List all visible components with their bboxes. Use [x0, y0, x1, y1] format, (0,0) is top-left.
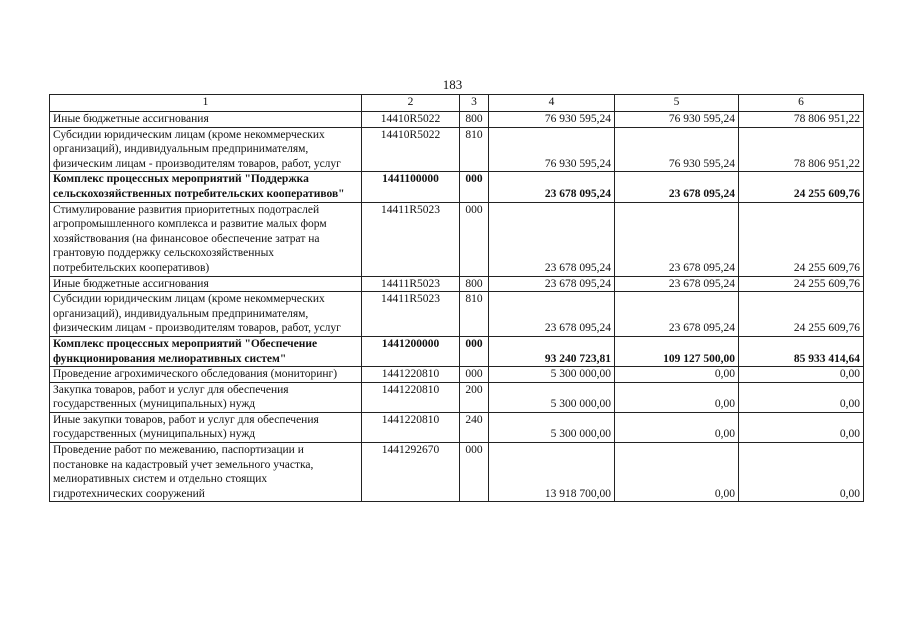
table-row [50, 127, 864, 172]
table-row [50, 112, 864, 128]
table-row [50, 367, 864, 383]
row-amount-col4: 23 678 095,24 [489, 202, 615, 276]
table-row [50, 172, 864, 202]
row-amount-col4: 13 918 700,00 [489, 443, 615, 502]
row-expense-type: 810 [460, 292, 489, 337]
row-amount-col5: 23 678 095,24 [615, 172, 739, 202]
row-code: 14410R5022 [362, 112, 460, 128]
row-code: 1441220810 [362, 412, 460, 442]
header-cell: 4 [489, 95, 615, 112]
table-row [50, 276, 864, 292]
row-amount-col5: 0,00 [615, 412, 739, 442]
row-amount-col4: 23 678 095,24 [489, 292, 615, 337]
page-number: 183 [442, 77, 463, 92]
row-name: Иные бюджетные ассигнования [50, 112, 362, 128]
row-amount-col6: 85 933 414,64 [739, 336, 864, 366]
row-expense-type: 800 [460, 112, 489, 128]
table-row [50, 202, 864, 276]
row-name: Проведение работ по межеванию, паспортизации и постановке на кадастровый учет земельного участка, мелиоративных систем и отдельно стоящих гидротехнических сооружений [50, 443, 362, 502]
row-name: Субсидии юридическим лицам (кроме некоммерческих организаций), индивидуальным предпринимателям, физическим лицам - производителям товаров, работ, услуг [50, 127, 362, 172]
row-amount-col4: 5 300 000,00 [489, 412, 615, 442]
row-amount-col4: 93 240 723,81 [489, 336, 615, 366]
row-amount-col6: 24 255 609,76 [739, 292, 864, 337]
row-name: Комплекс процессных мероприятий "Обеспечение функционирования мелиоративных систем" [50, 336, 362, 366]
header-cell: 6 [739, 95, 864, 112]
row-name: Стимулирование развития приоритетных подотраслей агропромышленного комплекса и развитие малых форм хозяйствования (на финансовое обеспечение затрат на грантовую поддержку сельскохозяйственных потребительских кооперативов) [50, 202, 362, 276]
row-amount-col6: 78 806 951,22 [739, 112, 864, 128]
row-amount-col4: 23 678 095,24 [489, 172, 615, 202]
row-amount-col5: 76 930 595,24 [615, 127, 739, 172]
row-expense-type: 000 [460, 172, 489, 202]
row-amount-col5: 0,00 [615, 443, 739, 502]
row-amount-col6: 0,00 [739, 443, 864, 502]
row-expense-type: 000 [460, 367, 489, 383]
row-amount-col5: 23 678 095,24 [615, 292, 739, 337]
row-amount-col6: 0,00 [739, 412, 864, 442]
row-name: Закупка товаров, работ и услуг для обеспечения государственных (муниципальных) нужд [50, 382, 362, 412]
row-amount-col4: 76 930 595,24 [489, 127, 615, 172]
table-row [50, 412, 864, 442]
budget-table [49, 94, 864, 502]
row-name: Комплекс процессных мероприятий "Поддержка сельскохозяйственных потребительских кооперативов" [50, 172, 362, 202]
table-header-row [50, 95, 864, 112]
header-cell: 2 [362, 95, 460, 112]
header-cell: 5 [615, 95, 739, 112]
row-code: 1441292670 [362, 443, 460, 502]
row-name: Проведение агрохимического обследования (мониторинг) [50, 367, 362, 383]
table-row [50, 443, 864, 502]
row-amount-col6: 0,00 [739, 367, 864, 383]
table-row [50, 382, 864, 412]
row-amount-col5: 0,00 [615, 382, 739, 412]
row-expense-type: 000 [460, 336, 489, 366]
row-amount-col6: 24 255 609,76 [739, 172, 864, 202]
row-code: 1441220810 [362, 367, 460, 383]
row-code: 1441200000 [362, 336, 460, 366]
table-row [50, 336, 864, 366]
row-name: Иные закупки товаров, работ и услуг для обеспечения государственных (муниципальных) нужд [50, 412, 362, 442]
table-row [50, 292, 864, 337]
row-code: 14411R5023 [362, 276, 460, 292]
row-code: 14411R5023 [362, 202, 460, 276]
row-amount-col5: 0,00 [615, 367, 739, 383]
row-code: 1441220810 [362, 382, 460, 412]
row-amount-col5: 23 678 095,24 [615, 276, 739, 292]
row-code: 1441100000 [362, 172, 460, 202]
row-amount-col6: 78 806 951,22 [739, 127, 864, 172]
row-amount-col6: 0,00 [739, 382, 864, 412]
row-amount-col4: 76 930 595,24 [489, 112, 615, 128]
row-amount-col5: 76 930 595,24 [615, 112, 739, 128]
row-code: 14411R5023 [362, 292, 460, 337]
row-expense-type: 000 [460, 443, 489, 502]
row-code: 14410R5022 [362, 127, 460, 172]
row-name: Иные бюджетные ассигнования [50, 276, 362, 292]
row-amount-col4: 5 300 000,00 [489, 367, 615, 383]
row-amount-col6: 24 255 609,76 [739, 276, 864, 292]
row-amount-col5: 109 127 500,00 [615, 336, 739, 366]
row-amount-col6: 24 255 609,76 [739, 202, 864, 276]
row-expense-type: 200 [460, 382, 489, 412]
row-expense-type: 800 [460, 276, 489, 292]
row-amount-col5: 23 678 095,24 [615, 202, 739, 276]
row-expense-type: 240 [460, 412, 489, 442]
row-expense-type: 000 [460, 202, 489, 276]
row-name: Субсидии юридическим лицам (кроме некоммерческих организаций), индивидуальным предпринимателям, физическим лицам - производителям товаров, работ, услуг [50, 292, 362, 337]
row-expense-type: 810 [460, 127, 489, 172]
row-amount-col4: 23 678 095,24 [489, 276, 615, 292]
header-cell: 3 [460, 95, 489, 112]
row-amount-col4: 5 300 000,00 [489, 382, 615, 412]
header-cell: 1 [50, 95, 362, 112]
